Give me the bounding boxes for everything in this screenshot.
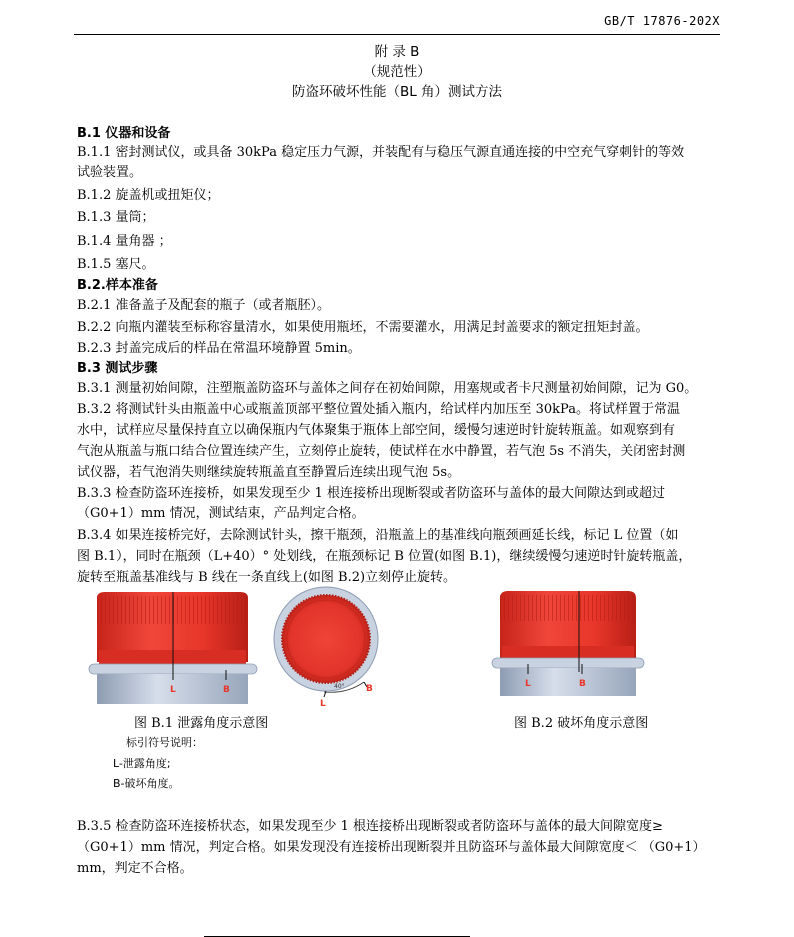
paragraph-line: B.1.5 塞尺。: [77, 257, 155, 272]
figure-b1-top-view: [272, 584, 387, 709]
paragraph-line: B.1.1 密封测试仪，或具备 30kPa 稳定压力气源，并装配有与稳压气源直通连接的中空充气穿刺针的等效: [77, 145, 685, 160]
paragraph-line: B.3.3 检查防盗环连接桥，如果发现至少 1 根连接桥出现断裂或者防盗环与盖体的最大间隙达到或超过: [77, 486, 666, 501]
section-b3-heading: B.3 测试步骤: [77, 361, 158, 376]
paragraph-line: B.3.5 检查防盗环连接桥状态，如果发现至少 1 根连接桥出现断裂或者防盗环与盖体的最大间隙宽度≥: [77, 819, 663, 834]
paragraph-line: B.2.1 准备盖子及配套的瓶子（或者瓶胚）。: [77, 298, 330, 313]
appendix-subtitle: 防盗环破坏性能（BL 角）测试方法: [291, 84, 503, 100]
paragraph-line: B.3.2 将测试针头由瓶盖中心或瓶盖顶部平整位置处插入瓶内，给试样内加压至 30kPa。将试样置于常温: [77, 402, 680, 417]
paragraph-line: 试仪器，若气泡消失则继续旋转瓶盖直至静置后连续出现气泡 5s。: [77, 465, 461, 480]
figure-b1-side-view: [85, 588, 270, 706]
paragraph-line: B.1.4 量角器 ；: [77, 234, 172, 249]
paragraph-line: （G0+1）mm 情况，测试结束，产品判定合格。: [77, 506, 365, 521]
paragraph-line: 水中，试样应尽量保持直立以确保瓶内气体聚集于瓶体上部空间，缓慢匀速逆时针旋转瓶盖。如观察到有: [77, 423, 676, 438]
header-rule: [74, 34, 720, 35]
figure-b1-caption: 图 B.1 泄露角度示意图: [134, 716, 269, 731]
paragraph-line: B.1.3 量筒；: [77, 210, 155, 225]
paragraph-line: B.3.4 如果连接桥完好，去除测试针头，擦干瓶颈，沿瓶盖上的基准线向瓶颈画延长线，标记 L 位置（如: [77, 528, 679, 543]
paragraph-line: B.3.1 测量初始间隙，注塑瓶盖防盗环与盖体之间存在初始间隙，用塞规或者卡尺测量初始间隙，记为 G0。: [77, 381, 698, 396]
paragraph-line: B.2.2 向瓶内灌装至标称容量清水，如果使用瓶坯，不需要灌水，用满足封盖要求的额定扭矩封盖。: [77, 320, 649, 335]
protractor-text: 40°: [334, 683, 345, 690]
label-L: L: [525, 679, 531, 689]
label-B: B: [223, 685, 230, 695]
paragraph-line: 试验装置。: [77, 165, 143, 180]
legend-title: 标引符号说明：: [126, 736, 203, 749]
legend-item-b: B-破坏角度。: [113, 777, 180, 790]
figure-b2-caption: 图 B.2 破坏角度示意图: [514, 716, 649, 731]
paragraph-line: 气泡从瓶盖与瓶口结合位置连续产生，立刻停止旋转，使试样在水中静置，若气泡 5s 不消失，关闭密封测: [77, 444, 686, 459]
legend-item-l: L-泄露角度;: [113, 757, 171, 770]
paragraph-line: 图 B.1），同时在瓶颈（L+40）° 处划线，在瓶颈标记 B 位置(如图 B.1)，继续缓慢匀速逆时针旋转瓶盖，: [77, 549, 692, 564]
figure-b2-side-view: [488, 588, 658, 698]
label-L: L: [320, 699, 326, 709]
paragraph-line: 旋转至瓶盖基准线与 B 线在一条直线上(如图 B.2)立刻停止旋转。: [77, 570, 457, 585]
label-B: B: [366, 684, 373, 694]
appendix-nature: （规范性）: [363, 64, 431, 80]
appendix-title: 附 录 B: [374, 44, 420, 60]
paragraph-line: mm，判定不合格。: [77, 861, 193, 876]
standard-code: GB/T 17876-202X: [604, 14, 720, 28]
section-b2-heading: B.2.样本准备: [77, 278, 158, 293]
section-b1-heading: B.1 仪器和设备: [77, 126, 171, 141]
label-B: B: [579, 679, 586, 689]
paragraph-line: （G0+1）mm 情况，判定合格。如果发现没有连接桥出现断裂并且防盗环与盖体最大间隙宽度＜ （G0+1）: [77, 840, 706, 855]
label-L: L: [170, 685, 176, 695]
paragraph-line: B.1.2 旋盖机或扭矩仪；: [77, 188, 220, 203]
paragraph-line: B.2.3 封盖完成后的样品在常温环境静置 5min。: [77, 341, 361, 356]
